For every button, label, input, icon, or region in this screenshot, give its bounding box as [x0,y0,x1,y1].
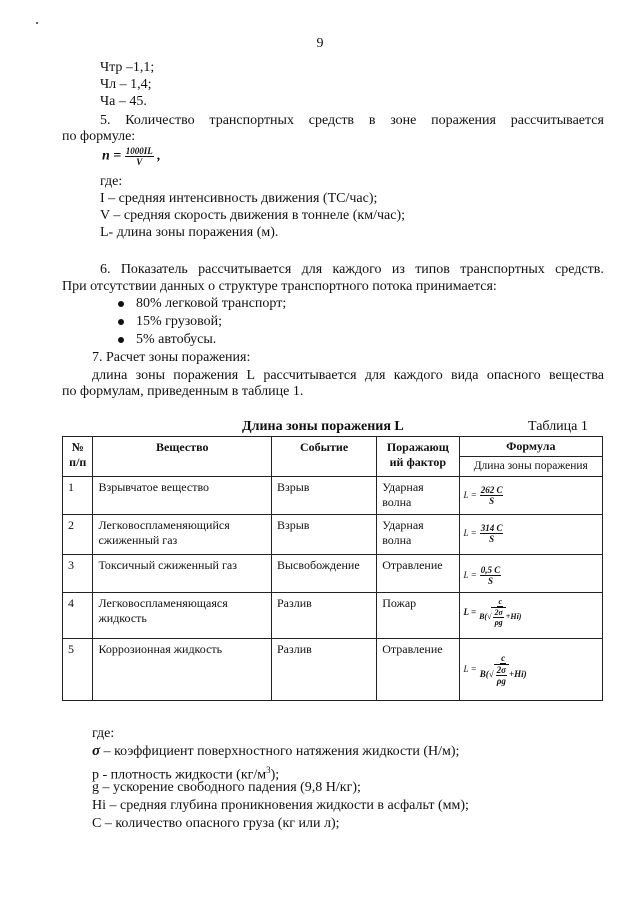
word: L [246,368,256,383]
cell-formula [459,515,602,555]
formula-denominator: V [136,157,143,167]
table-title: Длина зоны поражения L [242,419,404,434]
table-label: Таблица 1 [528,419,588,434]
where-label-2: где: [92,726,115,741]
word: 5. [100,113,111,128]
cell-formula [459,477,602,515]
cell-factor: Пожар [377,593,459,639]
table-row [63,593,603,639]
formula-den-post: +Hi) [509,669,527,680]
radicand-denominator: ρg [494,618,503,627]
formula-lhs: L = [463,528,477,538]
formula-radicand [494,664,509,686]
paragraph-7: 7. Расчет зоны поражения: [92,350,251,365]
word: вида [451,368,479,383]
word: для [301,262,323,277]
formula-den-post: +Hi) [505,611,522,621]
bullet-icon [118,301,124,307]
word: длина [92,368,128,383]
paragraph-5-line-1 [100,113,604,129]
cell-factor: Ударная волна [377,515,459,555]
formula [464,565,598,586]
radicand-numerator: 2σ [496,665,507,675]
hazard-zone-table [62,436,603,701]
formula-n [102,146,161,167]
bullet-item [118,296,286,312]
def-sigma [92,743,459,760]
header-num: № п/п [63,437,93,477]
sigma-symbol: σ [92,743,101,759]
cell-num: 4 [63,593,93,639]
word: зоны [135,368,165,383]
cell-formula [459,593,602,639]
word: из [391,262,405,277]
table-row [63,639,603,701]
cell-substance: Легковоспламеняющийся сжиженный газ [93,515,272,555]
cell-formula [459,555,602,593]
def-c: С – количество опасного груза (кг или л); [92,816,340,831]
word: 6. [100,262,111,277]
paragraph-7-line-2: по формулам, приведенным в таблице 1. [62,384,304,399]
formula-fraction [480,653,527,686]
cell-event: Взрыв [271,477,376,515]
table-header-row [63,437,603,457]
radicand-denominator: ρg [496,676,506,686]
word: рассчитывается [263,368,357,383]
bullet-text: 15% грузовой; [136,314,223,329]
table-row [63,477,603,515]
def-rho-text: p - плотность жидкости (кг/м [92,767,267,783]
def-sigma-text: – коэффициент поверхностного натяжения жидкости (Н/м); [100,744,460,759]
word: средств [308,113,355,128]
word: транспортных [460,262,545,277]
formula-lhs: L = [463,570,477,580]
word: рассчитывается [510,113,604,128]
formula-tail: , [157,148,161,164]
formula-denominator: B(√ $\frac{2\sigma}{\rho g}$ +Hi) [479,608,522,627]
word: в [368,113,376,128]
paragraph-6-line-2: При отсутствии данных о структуре транспортного потока принимается: [62,279,497,294]
cell-event: Разлив [271,593,376,639]
word: Показатель [120,262,188,277]
cell-factor: Отравление [377,639,459,701]
bullet-item [118,332,216,348]
formula-denominator: S [489,534,495,544]
word: поражения [431,113,496,128]
formula-fraction [479,597,521,627]
formula-numerator: 1000IL [125,146,153,156]
def-rho-end: ); [270,767,280,783]
formula-den-pre: B( [479,611,488,621]
cell-num: 3 [63,555,93,593]
formula [464,653,598,686]
formula [464,523,598,544]
formula-fraction [125,146,154,167]
bullet-item [118,314,222,330]
formula [464,597,598,627]
line-ch-l: Чл – 1,4; [100,77,152,92]
cell-event: Взрыв [271,515,376,555]
cell-num: 1 [63,477,93,515]
paragraph-7-line-1 [92,368,604,384]
bullet-icon [118,337,124,343]
formula-numerator: 0,5 C [480,565,501,575]
formula [464,485,598,506]
paragraph-6-line-1 [100,262,604,278]
cell-formula [459,639,602,701]
where-label-1: где: [100,174,123,189]
def-v: V – средняя скорость движения в тоннеле (км/час); [100,208,405,223]
header-formula: Формула [459,437,602,457]
word: каждого [332,262,382,277]
def-l: L- длина зоны поражения (м). [100,225,279,240]
formula-den-pre: B( [479,669,489,680]
formula-numerator: 314 C [480,523,503,533]
formula-fraction [480,565,502,586]
word: средств. [555,262,604,277]
word: каждого [393,368,443,383]
cell-event: Разлив [271,639,376,701]
scan-speck [36,22,38,24]
formula-fraction [480,485,504,506]
table-row [63,555,603,593]
word: рассчитывается [198,262,292,277]
line-ch-tr: Чтр –1,1; [100,60,155,75]
word: типов [415,262,450,277]
cell-substance: Токсичный сжиженный газ [93,555,272,593]
word: для [364,368,386,383]
line-ch-a: Ча – 45. [100,94,147,109]
word: зоне [390,113,417,128]
page-number: 9 [316,36,324,51]
header-event: Событие [271,437,376,477]
formula-denominator: S [489,496,495,506]
word: опасного [486,368,541,383]
header-factor: Поражающ ий фактор [377,437,459,477]
cell-substance: Легковоспламеняющаяся жидкость [93,593,272,639]
formula-numerator: c [498,597,503,606]
cell-num: 2 [63,515,93,555]
cell-substance: Коррозионная жидкость [93,639,272,701]
def-g: g – ускорение свободного падения (9,8 Н/кг); [92,780,361,795]
cell-factor: Ударная волна [377,477,459,515]
formula-numerator: 262 C [480,485,503,495]
cell-num: 5 [63,639,93,701]
bullet-icon [118,319,124,325]
formula-lhs: L = [463,664,477,674]
paragraph-5-line-2: по формуле: [62,129,136,144]
formula-numerator: c [501,653,506,663]
word: поражения [173,368,239,383]
cell-event: Высвобождение [271,555,376,593]
formula-denominator: B(√ $\frac{2\sigma}{\rho g}$ +Hi) [479,665,527,686]
formula-radicand [491,607,505,627]
formula-lhs: L = [463,490,477,500]
cell-substance: Взрывчатое вещество [93,477,272,515]
formula-denominator: S [487,576,493,586]
bullet-text: 80% легковой транспорт; [136,296,287,311]
def-rho-superscript: 3 [266,765,271,775]
radicand-numerator: 2σ [494,608,503,617]
def-i: I – средняя интенсивность движения (ТС/час); [100,191,378,206]
cell-factor: Отравление [377,555,459,593]
def-hi: Hi – средняя глубина проникновения жидкости в асфальт (мм); [92,798,469,813]
bullet-text: 5% автобусы. [136,332,217,347]
formula-lhs: n = [102,148,122,164]
header-formula-sub: Длина зоны поражения [459,457,602,477]
word: Количество [125,113,195,128]
formula-lhs: L = [463,606,477,617]
word: вещества [548,368,604,383]
header-substance: Вещество [93,437,272,477]
word: транспортных [209,113,294,128]
formula-fraction [480,523,504,544]
table-row [63,515,603,555]
